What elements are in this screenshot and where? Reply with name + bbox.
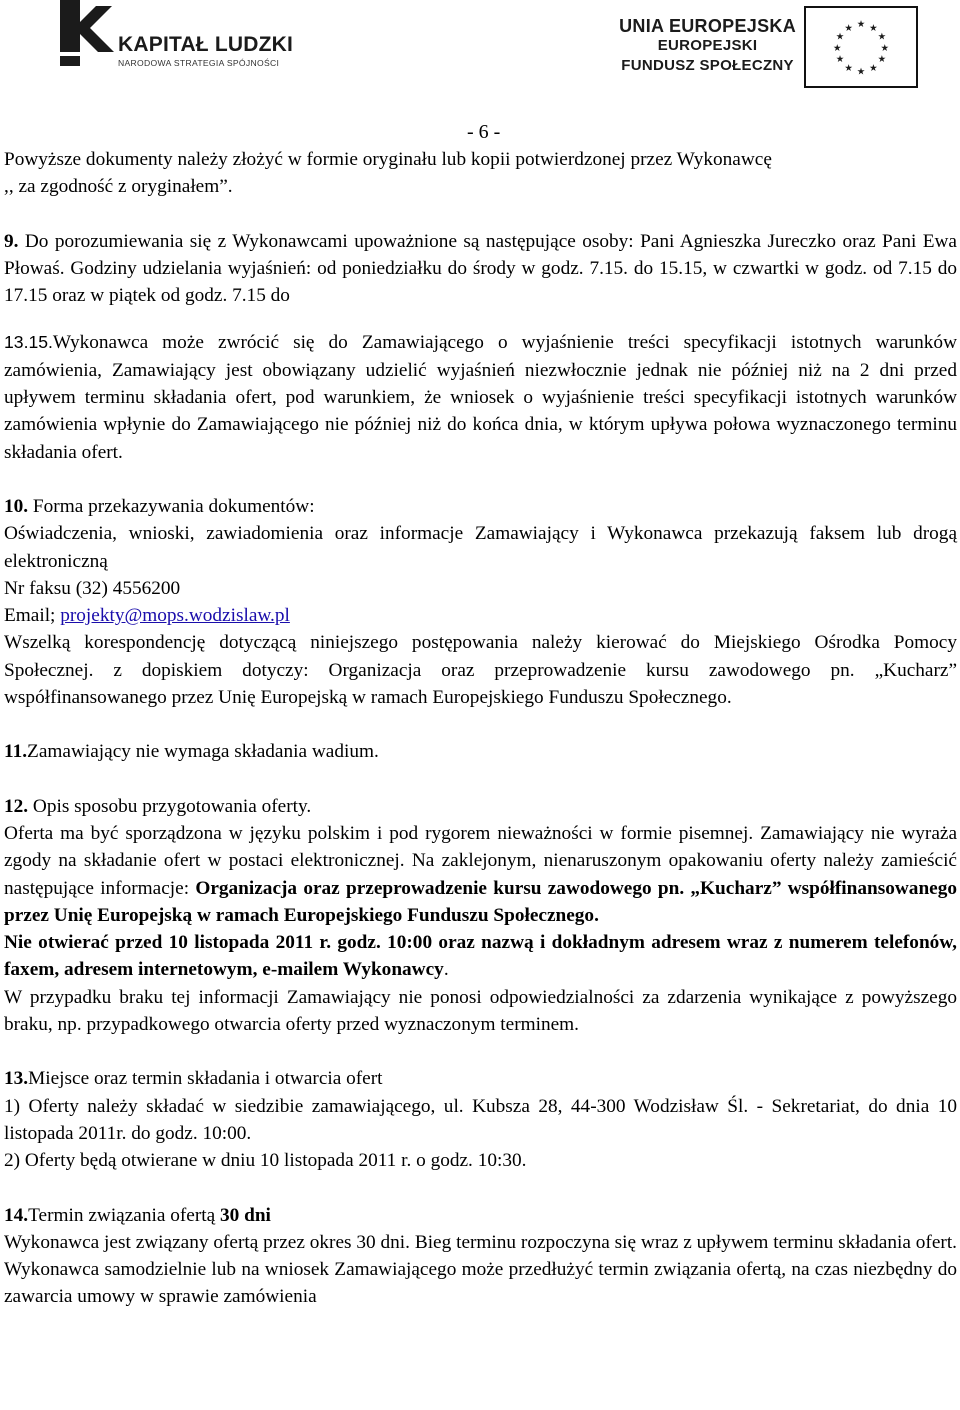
svg-text:★: ★ [869,63,878,74]
section-10-title: Forma przekazywania dokumentów: [28,495,315,517]
kapital-ludzki-logo [46,0,346,90]
eu-flag-icon [804,6,918,88]
section-9 [4,228,957,310]
email-link[interactable]: projekty@mops.wodzislaw.pl [60,605,290,627]
section-9-hours-end: 13.15. [4,332,53,353]
section-14-title-bold: 30 dni [220,1204,271,1226]
email-label: Email; [4,605,61,627]
eu-logo-text [619,16,796,76]
page-header [0,0,960,110]
section-13-title: Miejsce oraz termin składania i otwarcia ofert [28,1068,383,1090]
svg-text:★: ★ [835,55,845,66]
section-12-p1 [4,820,957,929]
section-12-title: Opis sposobu przygotowania oferty. [28,795,312,817]
svg-text:★: ★ [856,67,866,78]
eu-logo [598,6,918,88]
section-14-number: 14. [4,1204,29,1226]
section-9-contact-text: Do porozumiewania się z Wykonawcami upoważnione są następujące osoby: Pani Agnieszka Jureczko oraz Pani Ewa Płowaś. Godziny udzielania wyjaśnień: od poniedziałku do środy w godz. 7.15. do 15.15, w czwartki w godz. od 7.15 do 17.15 oraz w piątek od godz. 7.15 do [4,230,957,307]
section-9-number: 9. [4,230,19,252]
section-10-heading [4,493,957,520]
eu-logo-line1: UNIA EUROPEJSKA [619,16,796,36]
svg-text:★: ★ [880,43,890,54]
docs-note-line1: Powyższe dokumenty należy złożyć w formie oryginału lub kopii potwierdzonej przez Wykonawcę [4,149,772,170]
section-12-p1-bold: Organizacja oraz przeprowadzenie kursu zawodowego pn. „Kucharz” współfinansowanego przez Unię Europejską w ramach Europejskiego Funduszu Społecznego. [4,877,958,926]
section-12-p1-text: Oferta ma być sporządzona w języku polskim i pod rygorem nieważności w formie pisemnej. Zamawiający nie wyraża zgody na składanie ofert w postaci elektronicznej. Na zaklejonym, nienaruszonym opakowaniu oferty należy zamieścić następujące informacje: [4,822,957,899]
svg-text:★: ★ [877,55,887,66]
section-9-clarifications-text: Wykonawca może zwrócić się do Zamawiającego o wyjaśnienie treści specyfikacji istotnych warunków zamówienia, Zamawiający jest obowiązany udzielić wyjaśnień niezwłocznie jednak nie później niż na 2 dni przed upływem terminu składania ofert, pod warunkiem, że wniosek o wyjaśnienie treści specyfikacji istotnych warunków zamówienia wpłynie do Zamawiającego nie później niż do końca dnia, w którym upływa połowa wyznaczonego terminu składania ofert. [4,332,957,463]
section-11-text: Zamawiający nie wymaga składania wadium. [27,741,379,763]
section-10-p1: Oświadczenia, wnioski, zawiadomienia oraz informacje Zamawiający i Wykonawca przekazują faksem lub drogą elektroniczną [4,523,957,572]
section-12-p3: W przypadku braku tej informacji Zamawiający nie ponosi odpowiedzialności za zdarzenia wynikające z powyższego braku, np. przypadkowego otwarcia oferty przed wyznaczonym terminem. [4,986,957,1036]
section-11-number: 11. [4,741,28,763]
eu-logo-line3: FUNDUSZ SPOŁECZNY [621,57,794,74]
document-body [4,146,957,1311]
section-12-bold-end: . [443,959,449,981]
svg-text:★: ★ [832,43,842,54]
section-13-number: 13. [4,1068,29,1090]
section-11 [4,738,957,765]
section-10-number: 10. [4,495,29,517]
svg-text:★: ★ [844,23,853,34]
svg-text:★: ★ [869,23,878,34]
section-14-title: Termin związania ofertą [28,1204,220,1226]
section-13-item2: 2) Oferty będą otwierane w dniu 10 listopada 2011 r. o godz. 10:30. [4,1150,527,1172]
section-12-heading [4,793,957,820]
section-10-fax: Nr faksu (32) 4556200 [4,577,181,599]
svg-text:★: ★ [856,20,866,31]
svg-text:★: ★ [877,32,887,43]
svg-text:★: ★ [844,63,853,74]
kapital-ludzki-title: KAPITAŁ LUDZKI [118,33,294,56]
kapital-ludzki-emblem-icon [46,0,116,90]
section-14-p1: Wykonawca jest związany ofertą przez okres 30 dni. Bieg terminu rozpoczyna się wraz z upływem terminu składania ofert. Wykonawca samodzielnie lub na wniosek Zamawiającego może przedłużyć termin związania ofertą, na czas niezbędny do zawarcia umowy w sprawie zamówienia [4,1231,957,1308]
section-10-email-line [4,602,957,629]
section-13-item1: 1) Oferty należy składać w siedzibie zamawiającego, ul. Kubsza 28, 44-300 Wodzisław Śl. - Sekretariat, do dnia 10 listopada 2011r. do godz. 10:00. [4,1095,957,1144]
section-12-bold-line [4,929,957,984]
kapital-ludzki-subtitle: NARODOWA STRATEGIA SPÓJNOŚCI [118,58,280,68]
section-10-p2: Wszelką korespondencję dotyczącą niniejszego postępowania należy kierować do Miejskiego Ośrodka Pomocy Społecznej. z dopiskiem dotyczy: Organizacja oraz przeprowadzenie kursu zawodowego pn. „Kucharz” współfinansowanego przez Unię Europejską w ramach Europejskiego Funduszu Społecznego. [4,632,957,709]
section-12-number: 12. [4,795,29,817]
page-number: - 6 - [467,121,501,143]
eu-logo-line2: EUROPEJSKI [657,37,758,54]
section-9-clarifications [4,329,957,465]
section-13-heading [4,1065,957,1092]
section-14-heading [4,1202,957,1229]
section-12-bold-text: Nie otwierać przed 10 listopada 2011 r. godz. 10:00 oraz nazwą i dokładnym adresem wraz z numerem telefonów, faxem, adresem internetowym, e-mailem Wykonawcy [4,932,957,981]
svg-text:★: ★ [835,32,845,43]
docs-note-line2: ,, za zgodność z oryginałem”. [4,176,233,198]
